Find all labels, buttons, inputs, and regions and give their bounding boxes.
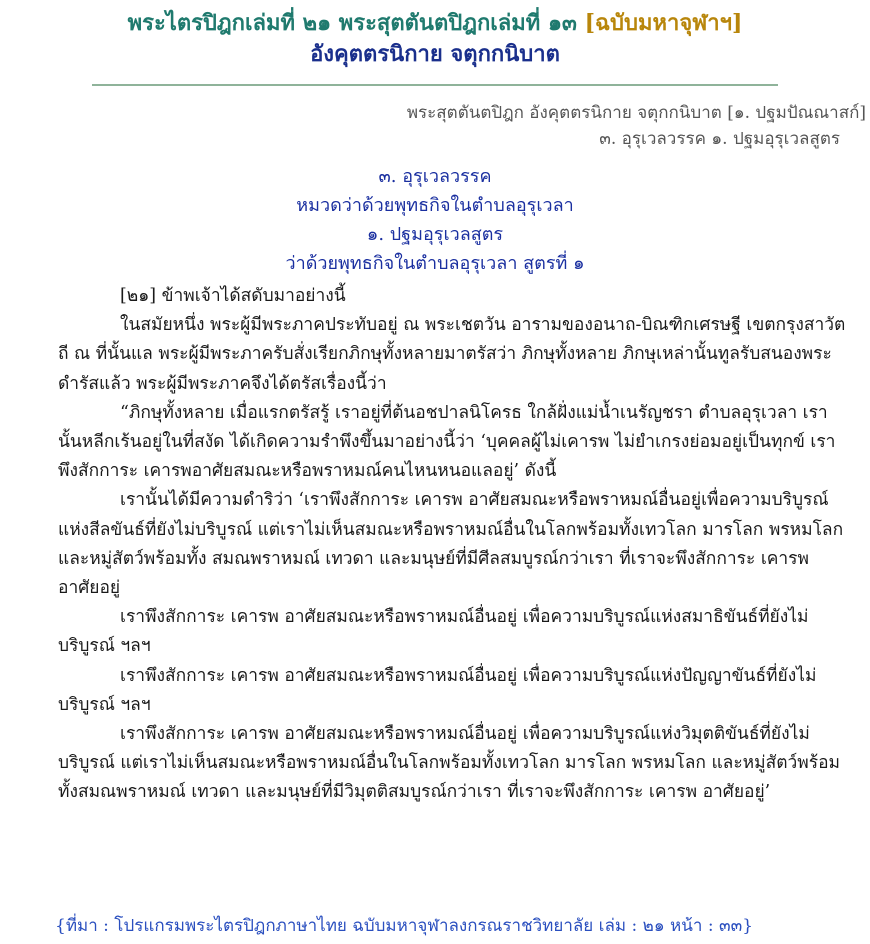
header-divider <box>92 84 778 86</box>
paragraph: เราพึงสักการะ เคารพ อาศัยสมณะหรือพราหมณ์อื่นอยู่ เพื่อความบริบูรณ์แห่งปัญญาขันธ์ที่ยังไม่บริบูรณ์ ฯลฯ <box>58 665 817 715</box>
page-header <box>0 0 870 70</box>
vagga-title: ๓. อุรุเวลวรรค <box>378 166 492 187</box>
paragraph: เรานั้นได้มีความดำริว่า ‘เราพึงสักการะ เคารพ อาศัยสมณะหรือพราหมณ์อื่นอยู่เพื่อความบริบูรณ์แห่งสีลขันธ์ที่ยังไม่บริบูรณ์ แต่เราไม่เห็นสมณะหรือพราหมณ์อื่นในโลกพร้อมทั้งเทวโลก มารโลก พรหมโลก และหมู่สัตว์พร้อมทั้ง สมณพราหมณ์ เทวดา และมนุษย์ที่มีศีลสมบูรณ์กว่าเรา ที่เราจะพึงสักการะ เคารพ อาศัยอยู่ <box>58 490 844 599</box>
paragraph: ในสมัยหนึ่ง พระผู้มีพระภาคประทับอยู่ ณ พระเชตวัน อารามของอนาถ-บิณฑิกเศรษฐี เขตกรุงสาวัตถี ณ ที่นั้นแล พระผู้มีพระภาครับสั่งเรียกภิกษุทั้งหลายมาตรัสว่า ภิกษุทั้งหลาย ภิกษุเหล่านั้นทูลรับสนองพระดำรัสแล้ว พระผู้มีพระภาคจึงได้ตรัสเรื่องนี้ว่า <box>58 315 846 394</box>
edition-label: [ฉบับมหาจุฬาฯ] <box>584 10 743 36</box>
reference-line-2: ๓. อุรุเวลวรรค ๑. ปฐมอุรุเวลสูตร <box>599 129 840 149</box>
paragraph: เราพึงสักการะ เคารพ อาศัยสมณะหรือพราหมณ์อื่นอยู่ เพื่อความบริบูรณ์แห่งวิมุตติขันธ์ที่ยังไม่บริบูรณ์ แต่เราไม่เห็นสมณะหรือพราหมณ์อื่นในโลกพร้อมทั้งเทวโลก มารโลก พรหมโลก และหมู่สัตว์พร้อมทั้งสมณพราหมณ์ เทวดา และมนุษย์ที่มีวิมุตติสมบูรณ์กว่าเรา ที่เราจะพึงสักการะ เคารพ อาศัยอยู่’ <box>58 724 840 803</box>
collection-subtitle: อังคุตตรนิกาย จตุกกนิบาต <box>310 41 560 67</box>
sutta-description: ว่าด้วยพุทธกิจในตำบลอุรุเวลา สูตรที่ ๑ <box>285 253 585 274</box>
sutta-body <box>0 282 870 808</box>
section-heading <box>0 162 870 278</box>
paragraph: [๒๑] ข้าพเจ้าได้สดับมาอย่างนี้ <box>120 286 346 306</box>
reference-line-1: พระสุตตันตปิฎก อังคุตตรนิกาย จตุกกนิบาต [๑. ปฐมปัณณาสก์] <box>406 103 866 123</box>
source-citation: {ที่มา : โปรแกรมพระไตรปิฎกภาษาไทย ฉบับมหาจุฬาลงกรณราชวิทยาลัย เล่ม : ๒๑ หน้า : ๓๓} <box>55 916 754 936</box>
paragraph: เราพึงสักการะ เคารพ อาศัยสมณะหรือพราหมณ์อื่นอยู่ เพื่อความบริบูรณ์แห่งสมาธิขันธ์ที่ยังไม่บริบูรณ์ ฯลฯ <box>58 607 809 657</box>
sutta-title: ๑. ปฐมอุรุเวลสูตร <box>366 224 504 245</box>
paragraph: “ภิกษุทั้งหลาย เมื่อแรกตรัสรู้ เราอยู่ที่ต้นอชปาลนิโครธ ใกล้ฝั่งแม่น้ำเนรัญชรา ตำบลอุรุเวลา เรานั้นหลีกเร้นอยู่ในที่สงัด ได้เกิดความรำพึงขึ้นมาอย่างนี้ว่า ‘บุคคลผู้ไม่เคารพ ไม่ยำเกรงย่อมอยู่เป็นทุกข์ เราพึงสักการะ เคารพอาศัยสมณะหรือพราหมณ์คนไหนหนอแลอยู่’ ดังนี้ <box>58 402 836 482</box>
vagga-description: หมวดว่าด้วยพุทธกิจในตำบลอุรุเวลา <box>296 195 574 216</box>
volume-title <box>0 8 870 38</box>
volume-title-main: พระไตรปิฎกเล่มที่ ๒๑ พระสุตตันตปิฎกเล่มที่ ๑๓ <box>127 10 577 36</box>
